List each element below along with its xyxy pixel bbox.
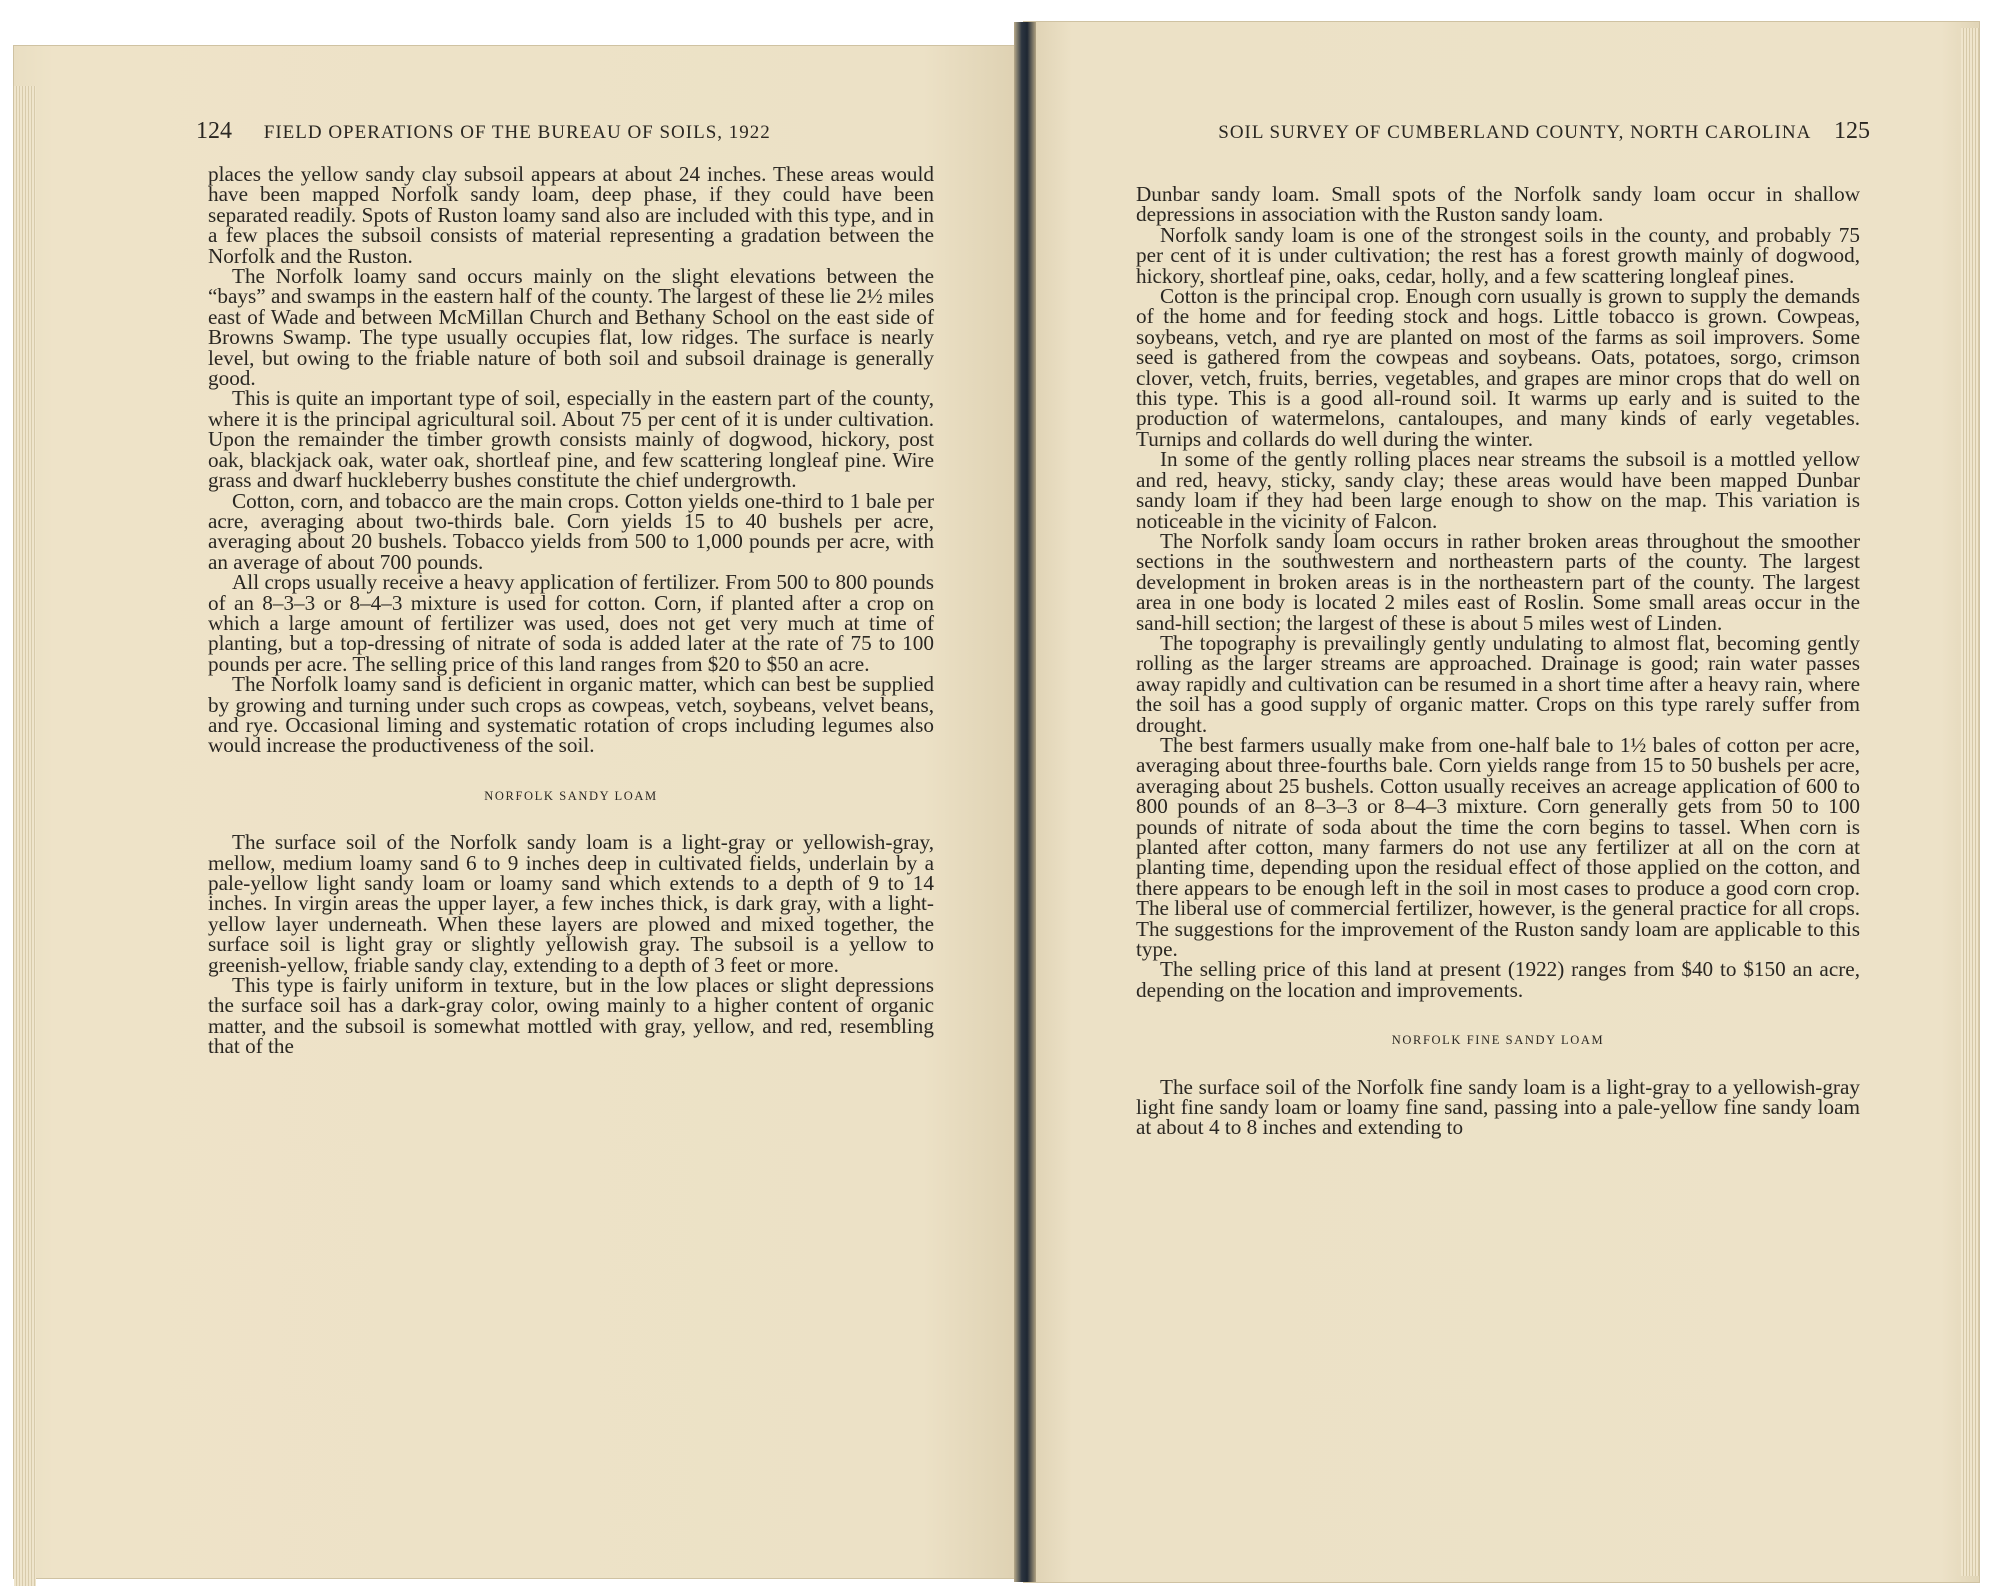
right-page-number: 125 [1834,118,1870,144]
paragraph: This type is fairly uniform in texture, but in the low places or slight depressions the surface soil has a dark-gray color, owing mainly to a higher content of organic matter, and the subsoil is somewhat mottled with gray, yellow, and red, resembling that of the [208,973,934,1059]
left-running-title: FIELD OPERATIONS OF THE BUREAU OF SOILS, 1922 [263,122,771,143]
left-page-edges [14,86,36,1586]
left-running-head [196,118,856,145]
paragraph: The Norfolk loamy sand occurs mainly on the slight elevations between the “bays” and swamps in the eastern half of the county. The largest of these lie 2½ miles east of Wade and between McMillan Church and Bethany School on the east side of Browns Swamp. The type usually occupies flat, low ridges. The surface is nearly level, but owing to the friable nature of both soil and subsoil drainage is generally good. [208,264,934,391]
paragraph: The surface soil of the Norfolk sandy loam is a light-gray or yellowish-gray, mellow, medium loamy sand 6 to 9 inches deep in cultivated fields, underlain by a pale-yellow light sandy loam or loamy sand which extends to a depth of 9 to 14 inches. In virgin areas the upper layer, a few inches thick, is dark gray, with a light-yellow layer underneath. When these layers are plowed and mixed together, the surface soil is light gray or slightly yellowish gray. The subsoil is a yellow to greenish-yellow, friable sandy clay, extending to a depth of 3 feet or more. [208,830,934,977]
right-page-edges [1961,28,1979,1576]
paragraph: The topography is prevailingly gently undulating to almost flat, becoming gently rolling as the larger streams are approached. Drainage is good; rain water passes away rapidly and cultivation can be resumed in a short time after a heavy rain, where the soil has a good supply of organic matter. Crops on this type rarely suffer from drought. [1136,630,1860,737]
paragraph: Cotton, corn, and tobacco are the main crops. Cotton yields one-third to 1 bale per acre, averaging about two-thirds bale. Corn yields 15 to 40 bushels per acre, averaging about 20 bushels. Tobacco yields from 500 to 1,000 pounds per acre, with an average of about 700 pounds. [208,488,934,574]
right-text-column [1136,184,1860,1138]
right-running-head [1190,118,1870,145]
paragraph: Cotton is the principal crop. Enough corn usually is grown to supply the demands of the home and for feeding stock and hogs. Little tobacco is grown. Cowpeas, soybeans, vetch, and rye are planted on most of the farms as soil improvers. Some seed is gathered from the cowpeas and soybeans. Oats, potatoes, sorgo, crimson clover, vetch, fruits, berries, vegetables, and grapes are minor crops that do well on this type. This is a good all-round soil. It warms up early and is suited to the production of watermelons, cantaloupes, and many kinds of early vegetables. Turnips and collards do well during the winter. [1136,284,1860,451]
paragraph: The Norfolk sandy loam occurs in rather broken areas throughout the smoother sections in the southwestern and northeastern parts of the county. The largest development in broken areas is in the northeastern part of the county. The largest area in one body is located 2 miles east of Roslin. Some small areas occur in the sand-hill section; the largest of these is about 5 miles west of Linden. [1136,528,1860,635]
paragraph: The best farmers usually make from one-half bale to 1½ bales of cotton per acre, averaging about three-fourths bale. Corn yields range from 15 to 50 bushels per acre, averaging about 25 bushels. Cotton usually receives an acreage application of 600 to 800 pounds of an 8–3–3 or 8–4–3 mixture. Corn generally gets from 50 to 100 pounds of nitrate of soda about the time the corn begins to tassel. When corn is planted after cotton, many farmers do not use any fertilizer at all on the corn at planting time, depending upon the residual effect of those applied on the cotton, and there appears to be enough left in the soil in most cases to produce a good corn crop. The liberal use of commercial fertilizer, however, is the general practice for all crops. The suggestions for the improvement of the Ruston sandy loam are applicable to this type. [1136,732,1860,962]
book-spread [14,22,1986,1582]
paragraph: The selling price of this land at present (1922) ranges from $40 to $150 an acre, depending on the location and improvements. [1136,957,1860,1002]
paragraph: Norfolk sandy loam is one of the strongest soils in the county, and probably 75 per cent of it is under cultivation; the rest has a forest growth mainly of dogwood, hickory, shortleaf pine, oaks, cedar, holly, and a few scattering longleaf pines. [1136,222,1860,288]
paragraph: places the yellow sandy clay subsoil appears at about 24 inches. These areas would have been mapped Norfolk sandy loam, deep phase, if they could have been separated readily. Spots of Ruston loamy sand also are included with this type, and in a few places the subsoil consists of material representing a gradation between the Norfolk and the Ruston. [208,162,934,268]
paragraph: The surface soil of the Norfolk fine sandy loam is a light-gray to a yellowish-gray light fine sandy loam or loamy fine sand, passing into a pale-yellow fine sandy loam at about 4 to 8 inches and extending to [1136,1074,1860,1140]
section-heading: NORFOLK FINE SANDY LOAM [1391,1033,1605,1048]
paragraph: Dunbar sandy loam. Small spots of the Norfolk sandy loam occur in shallow depressions in association with the Ruston sandy loam. [1136,182,1860,227]
paragraph: All crops usually receive a heavy application of fertilizer. From 500 to 800 pounds of an 8–3–3 or 8–4–3 mixture is used for cotton. Corn, if planted after a crop on which a large amount of fertilizer was used, does not get very much at time of planting, but a top-dressing of nitrate of soda is added later at the rate of 75 to 100 pounds per acre. The selling price of this land ranges from $20 to $50 an acre. [208,570,934,676]
paragraph: In some of the gently rolling places near streams the subsoil is a mottled yellow and red, heavy, sticky, sandy clay; these areas would have been mapped Dunbar sandy loam if they had been large enough to show on the map. This variation is noticeable in the vicinity of Falcon. [1136,447,1860,533]
paragraph: The Norfolk loamy sand is deficient in organic matter, which can best be supplied by growing and turning under such crops as cowpeas, vetch, soybeans, velvet beans, and rye. Occasional liming and systematic rotation of crops including legumes also would increase the productiveness of the soil. [208,672,934,758]
right-running-title: SOIL SURVEY OF CUMBERLAND COUNTY, NORTH CAROLINA [1218,122,1811,143]
paragraph: This is quite an important type of soil, especially in the eastern part of the county, where it is the principal agricultural soil. About 75 per cent of it is under cultivation. Upon the remainder the timber growth consists mainly of dogwood, hickory, post oak, blackjack oak, water oak, shortleaf pine, and few scattering longleaf pine. Wire grass and dwarf huckleberry bushes constitute the chief undergrowth. [208,386,934,493]
left-text-column [208,164,934,1057]
left-page-number: 124 [196,118,232,144]
book-spine [1014,22,1036,1582]
section-heading: NORFOLK SANDY LOAM [484,788,658,803]
